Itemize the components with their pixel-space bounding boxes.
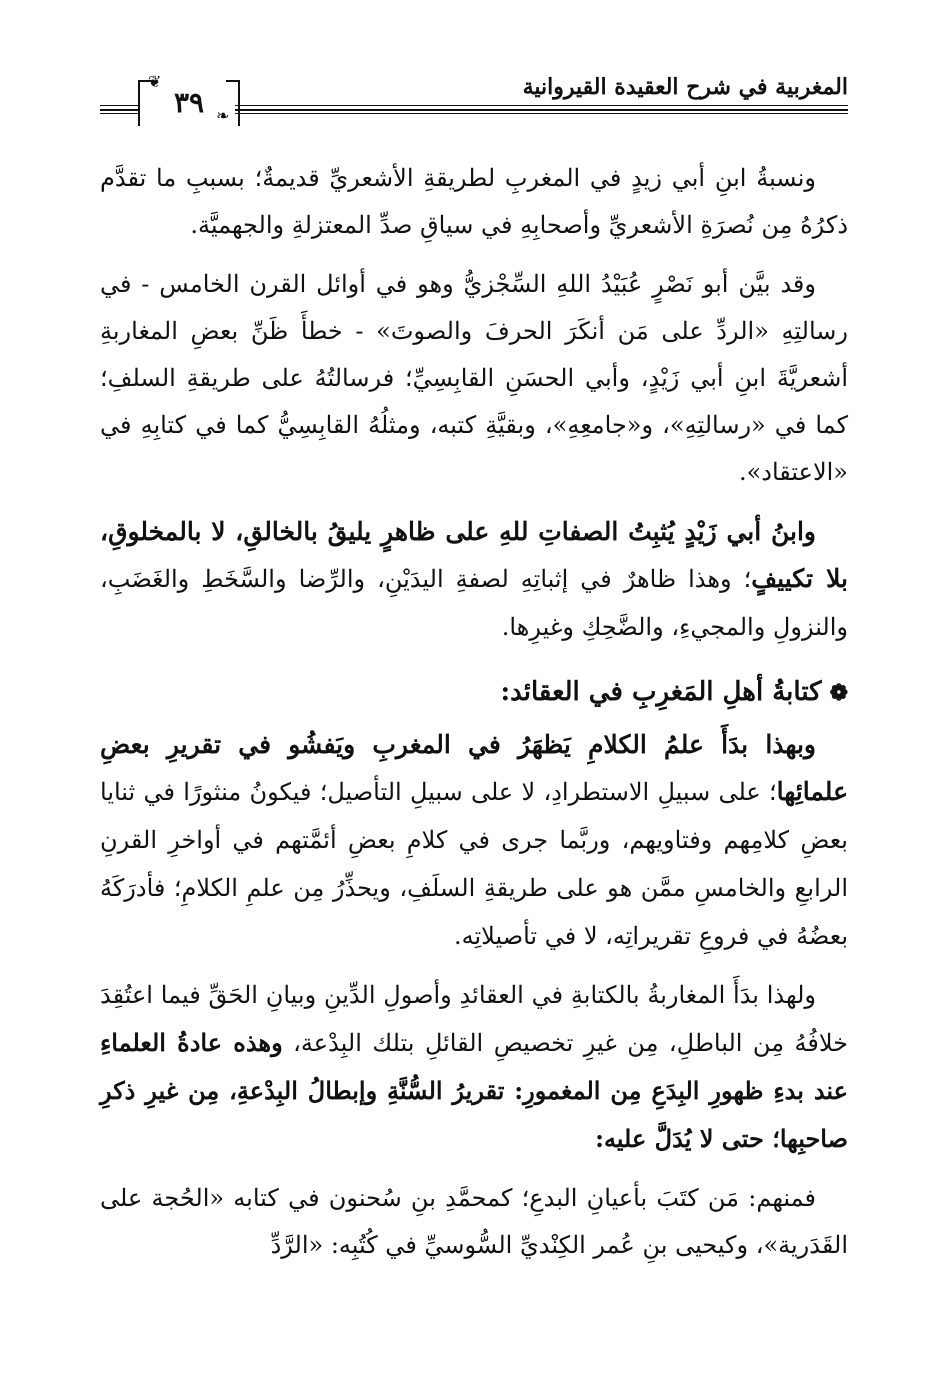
body-text: ؛ وهذا ظاهرٌ في إثباتِهِ لصفةِ اليدَيْنِ، والرِّضا والسَّخَطِ والغَضَبِ، والنزولِ والمجيءِ، والضَّحِكِ وغيرِها. xyxy=(100,565,848,641)
body-text: ؛ على سبيلِ الاستطرادِ، لا على سبيلِ التأصيل؛ فيكونُ منثورًا في ثنايا بعضِ كلامِهم وفتاويهم، وربَّما جرى في كلامِ بعضِ أئمَّتهم في أواخرِ القرنِ الرابعِ والخامسِ ممَّن هو على طريقةِ السلَفِ، ويحذِّرُ مِن علمِ الكلامِ؛ فأدرَكَهُ بعضُهُ في فروعِ تقريراتِه، لا في تأصيلاتِه. xyxy=(100,778,848,950)
header-rule xyxy=(235,113,848,114)
paragraph xyxy=(100,972,848,1163)
header-rule xyxy=(100,109,138,111)
bold-text: وهذه عادةُ العلماءِ عند بدءِ ظهورِ البِدَعِ مِن المغمورِ: تقريرُ السُّنَّةِ وإبطالُ البِدْعةِ، مِن غيرِ ذكرِ صاحبِها؛ حتى لا يُدَلَّ عليه: xyxy=(100,1028,848,1153)
paragraph: فمنهم: مَن كتَبَ بأعيانِ البدعِ؛ كمحمَّدِ بنِ سُحنون في كتابه «الحُجة على القَدَرية»، وكيحيى بنِ عُمر الكِنْديِّ السُّوسيِّ في كُتُبِه: «الرَّدِّ xyxy=(100,1184,848,1259)
paragraph xyxy=(100,508,848,651)
flower-icon: ❁ xyxy=(829,680,848,706)
section-heading xyxy=(100,669,848,717)
page-number: ٣٩ xyxy=(173,86,205,119)
paragraph: وقد بيَّن أبو نَصْرٍ عُبَيْدُ اللهِ السِّجْزيُّ وهو في أوائل القرن الخامس - في رسالتِهِ «الردِّ على مَن أنكَرَ الحرفَ والصوتَ» - خطأَ ظَنِّ بعضِ المغاربةِ أشعريَّةَ ابنِ أبي زَيْدٍ، وأبي الحسَنِ القابِسِيِّ؛ فرسالتُهُ على طريقةِ السلفِ؛ كما في «رسالتِهِ»، و«جامعِهِ»، وبقيَّةِ كتبه، ومثلُهُ القابِسِيُّ كما في كتابِهِ في «الاعتقاد». xyxy=(100,270,848,486)
book-title: المغربية في شرح العقيدة القيروانية xyxy=(522,74,848,100)
header-rule xyxy=(100,113,138,114)
header-rule xyxy=(100,105,138,106)
body-text: ولهذا بدَأَ المغاربةُ بالكتابةِ في العقائدِ وأصولِ الدِّينِ وبيانِ الحَقِّ فيما اعتُقِدَ خلافُهُ مِن الباطلِ، مِن غيرِ تخصيصِ القائلِ بتلك البِدْعة، xyxy=(100,981,849,1057)
ornament-icon: ❦ xyxy=(148,72,162,91)
page-body xyxy=(100,155,848,1269)
heading-text: كتابةُ أهلِ المَغرِبِ في العقائد: xyxy=(500,677,822,707)
bold-text: وابنُ أبي زَيْدٍ يُثبِتُ الصفاتِ للهِ على ظاهرٍ يليقُ بالخالقِ، لا بالمخلوقِ، بلا تكييفٍ xyxy=(100,517,849,593)
paragraph: ونسبةُ ابنِ أبي زيدٍ في المغربِ لطريقةِ الأشعريِّ قديمةٌ؛ بسببِ ما تقدَّم ذكرُهُ مِن نُصرَةِ الأشعريِّ وأصحابِهِ في سياقِ صدِّ المعتزلةِ والجهميَّة. xyxy=(100,164,848,239)
header-rule xyxy=(235,105,848,106)
bold-text: وبهذا بدَأَ علمُ الكلامِ يَظهَرُ في المغربِ ويَفشُو في تقريرِ بعضِ علمائِها xyxy=(100,730,849,806)
header-rule xyxy=(235,109,848,111)
paragraph xyxy=(100,721,848,960)
page-header xyxy=(100,70,848,130)
ornament-icon: ❧ xyxy=(216,106,230,125)
